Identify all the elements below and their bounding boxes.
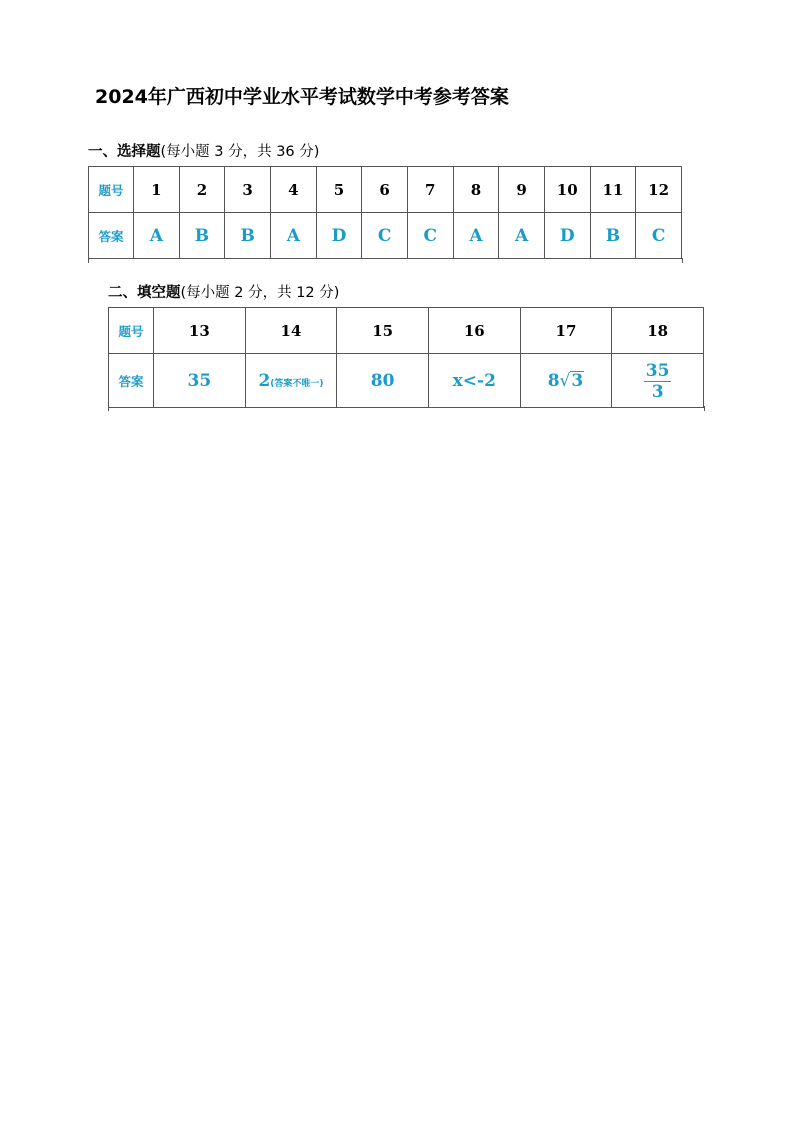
question-number: 17: [520, 308, 612, 354]
answer-cell: A: [453, 213, 499, 259]
answer-cell: A: [270, 213, 316, 259]
question-number: 7: [407, 167, 453, 213]
question-number: 15: [337, 308, 429, 354]
question-number: 5: [316, 167, 362, 213]
question-number-row: [109, 308, 704, 354]
question-number-row: [89, 167, 682, 213]
fraction: [644, 362, 672, 401]
answer-cell: C: [407, 213, 453, 259]
question-number: 13: [154, 308, 246, 354]
answer-not-unique-note: (答案不唯一): [270, 378, 324, 389]
section-heading-multiple-choice: [88, 140, 319, 161]
section-scoring-note: (每小题 2 分，共 12 分): [180, 285, 340, 301]
answer-cell: [520, 354, 612, 408]
section-heading-fill-in: [108, 281, 339, 302]
question-number: 6: [362, 167, 408, 213]
question-number: 2: [179, 167, 225, 213]
answer-cell: 80: [337, 354, 429, 408]
question-number: 3: [225, 167, 271, 213]
row-header-question: 题号: [109, 308, 154, 354]
section-label: 一、选择题: [88, 144, 161, 160]
multiple-choice-answer-table: [88, 166, 682, 259]
question-number: 9: [499, 167, 545, 213]
question-number: 12: [636, 167, 682, 213]
question-number: 16: [428, 308, 520, 354]
answer-cell: C: [636, 213, 682, 259]
answer-row: [89, 213, 682, 259]
radical-sign-icon: √: [559, 370, 571, 391]
radical-coefficient: 8: [547, 370, 560, 391]
fill-in-answer-table: [108, 307, 704, 408]
row-header-answer: 答案: [109, 354, 154, 408]
answer-cell: A: [134, 213, 180, 259]
answer-cell: [245, 354, 337, 408]
question-number: 11: [590, 167, 636, 213]
answer-cell: D: [544, 213, 590, 259]
answer-cell: D: [316, 213, 362, 259]
answer-cell: B: [225, 213, 271, 259]
page-title: 2024年广西初中学业水平考试数学中考参考答案: [95, 86, 509, 108]
answer-cell: B: [179, 213, 225, 259]
answer-cell: B: [590, 213, 636, 259]
table-border-tail: [88, 258, 683, 263]
fraction-numerator: 35: [645, 360, 670, 381]
answer-cell: [612, 354, 704, 408]
fraction-denominator: 3: [651, 381, 664, 402]
question-number: 4: [270, 167, 316, 213]
radicand: 3: [571, 370, 584, 391]
question-number: 1: [134, 167, 180, 213]
answer-row: [109, 354, 704, 408]
answer-value: 2: [258, 370, 271, 391]
row-header-question: 题号: [89, 167, 134, 213]
answer-cell: x<-2: [428, 354, 520, 408]
row-header-answer: 答案: [89, 213, 134, 259]
square-root-expression: [560, 371, 585, 391]
question-number: 10: [544, 167, 590, 213]
question-number: 8: [453, 167, 499, 213]
answer-cell: 35: [154, 354, 246, 408]
question-number: 14: [245, 308, 337, 354]
answer-cell: A: [499, 213, 545, 259]
section-scoring-note: (每小题 3 分，共 36 分): [160, 144, 320, 160]
question-number: 18: [612, 308, 704, 354]
section-label: 二、填空题: [108, 285, 181, 301]
table-border-tail: [108, 406, 705, 411]
answer-cell: C: [362, 213, 408, 259]
